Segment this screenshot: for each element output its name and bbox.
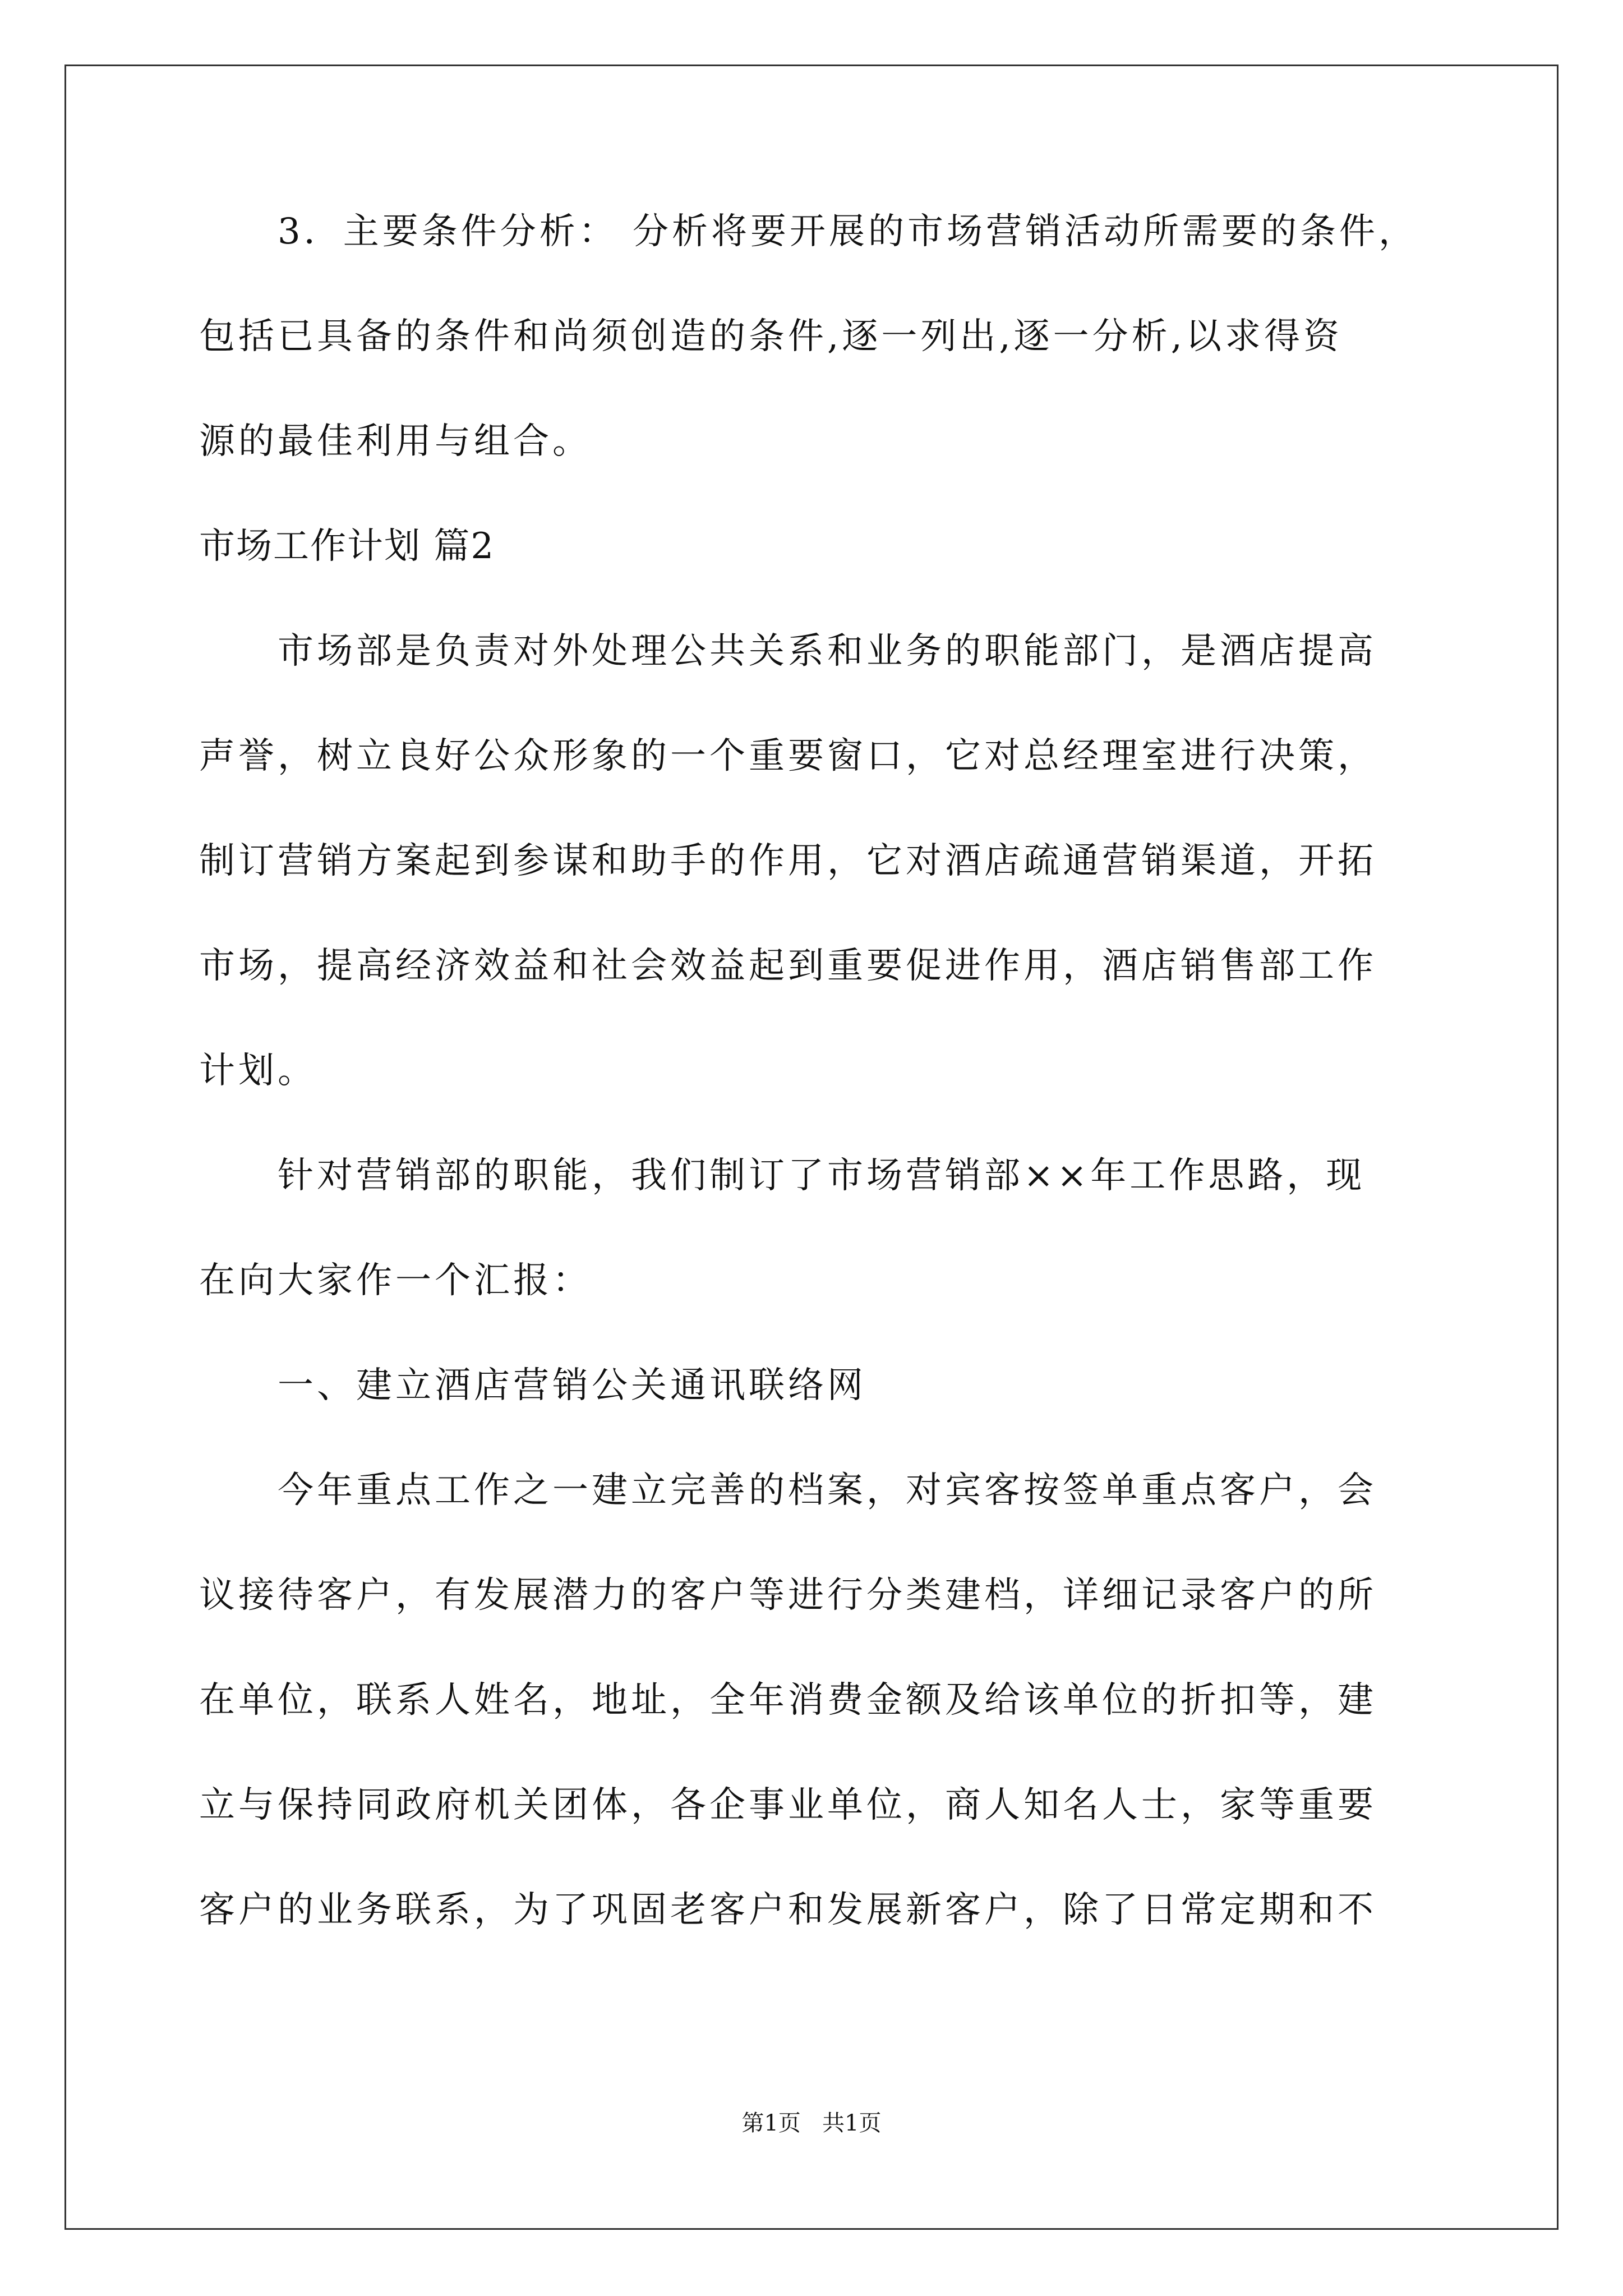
page-footer bbox=[0, 2109, 1623, 2137]
paragraph-line: 计划。 bbox=[199, 1050, 317, 1092]
paragraph-line: 立与保持同政府机关团体，各企事业单位，商人知名人士，家等重要 bbox=[199, 1784, 1377, 1826]
paragraph-line: 客户的业务联系，为了巩固老客户和发展新客户，除了日常定期和不 bbox=[199, 1889, 1377, 1931]
section-heading: 市场工作计划 篇2 bbox=[199, 526, 495, 567]
paragraph-line: 源的最佳利用与组合。 bbox=[199, 421, 592, 462]
paragraph-line: 议接待客户，有发展潜力的客户等进行分类建档，详细记录客户的所 bbox=[199, 1575, 1377, 1616]
paragraph-line: 在单位，联系人姓名，地址，全年消费金额及给该单位的折扣等，建 bbox=[199, 1680, 1377, 1721]
paragraph-line: 市场部是负责对外处理公共关系和业务的职能部门，是酒店提高 bbox=[278, 631, 1377, 672]
paragraph-line: 在向大家作一个汇报： bbox=[199, 1260, 592, 1301]
paragraph-line: 3．主要条件分析： 分析将要开展的市场营销活动所需要的条件， bbox=[278, 211, 1418, 252]
paragraph-line: 声誉，树立良好公众形象的一个重要窗口，它对总经理室进行决策， bbox=[199, 735, 1377, 777]
paragraph-line: 今年重点工作之一建立完善的档案，对宾客按签单重点客户，会 bbox=[278, 1470, 1377, 1511]
paragraph-line: 包括已具备的条件和尚须创造的条件,逐一列出,逐一分析,以求得资 bbox=[199, 316, 1343, 357]
paragraph-line: 制订营销方案起到参谋和助手的作用，它对酒店疏通营销渠道，开拓 bbox=[199, 840, 1377, 882]
paragraph-line: 市场，提高经济效益和社会效益起到重要促进作用，酒店销售部工作 bbox=[199, 945, 1377, 987]
paragraph-line: 针对营销部的职能，我们制订了市场营销部××年工作思路，现 bbox=[278, 1155, 1366, 1197]
subsection-heading: 一、建立酒店营销公关通讯联络网 bbox=[278, 1365, 866, 1406]
page-number-label: 第1页 共1页 bbox=[741, 2110, 882, 2136]
